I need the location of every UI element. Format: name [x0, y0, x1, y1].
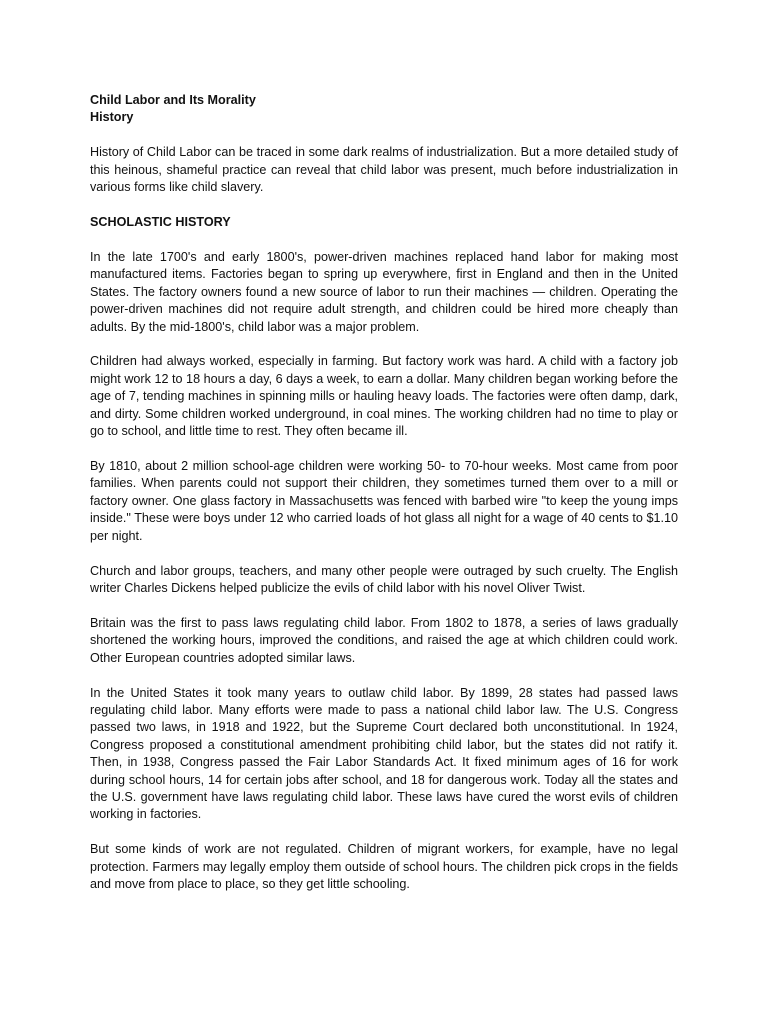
- body-paragraph: Britain was the first to pass laws regulating child labor. From 1802 to 1878, a series of laws gradually shortened the working hours, improved the conditions, and raised the age at which children could work. Other European countries adopted similar laws.: [90, 615, 678, 665]
- document-subtitle: History: [90, 110, 134, 125]
- document-page: [90, 92, 678, 911]
- section-heading: SCHOLASTIC HISTORY: [90, 215, 231, 230]
- body-paragraph: Children had always worked, especially in farming. But factory work was hard. A child with a factory job might work 12 to 18 hours a day, 6 days a week, to earn a dollar. Many children began working before the age of 7, tending machines in spinning mills or hauling heavy loads. The factories were often damp, dark, and dirty. Some children worked underground, in coal mines. The working children had no time to play or go to school, and little time to rest. They often became ill.: [90, 354, 678, 439]
- title-block: [90, 92, 678, 127]
- body-paragraph: But some kinds of work are not regulated. Children of migrant workers, for example, have no legal protection. Farmers may legally employ them outside of school hours. The children pick crops in the fields and move from place to place, so they get little schooling.: [90, 842, 678, 892]
- body-paragraph: By 1810, about 2 million school-age children were working 50- to 70-hour weeks. Most came from poor families. When parents could not support their children, they sometimes turned them over to a mill or factory owner. One glass factory in Massachusetts was fenced with barbed wire "to keep the young imps inside." These were boys under 12 who carried loads of hot glass all night for a wage of 40 cents to $1.10 per night.: [90, 459, 678, 543]
- body-paragraph: In the late 1700's and early 1800's, power-driven machines replaced hand labor for making most manufactured items. Factories began to spring up everywhere, first in England and then in the United States. The factory owners found a new source of labor to run their machines — children. Operating the power-driven machines did not require adult strength, and children could be hired more cheaply than adults. By the mid-1800's, child labor was a major problem.: [90, 249, 678, 334]
- body-paragraph: Church and labor groups, teachers, and many other people were outraged by such cruelty. The English writer Charles Dickens helped publicize the evils of child labor with his novel Oliver Twist.: [90, 563, 678, 595]
- body-paragraph: In the United States it took many years to outlaw child labor. By 1899, 28 states had passed laws regulating child labor. Many efforts were made to pass a national child labor law. The U.S. Congress passed two laws, in 1918 and 1922, but the Supreme Court declared both unconstitutional. In 1924, Congress proposed a constitutional amendment prohibiting child labor, but the states did not ratify it. Then, in 1938, Congress passed the Fair Labor Standards Act. It fixed minimum ages of 16 for work during school hours, 14 for certain jobs after school, and 18 for dangerous work. Today all the states and the U.S. government have laws regulating child labor. These laws have cured the worst evils of children working in factories.: [90, 685, 678, 822]
- intro-paragraph: History of Child Labor can be traced in some dark realms of industrialization. But a more detailed study of this heinous, shameful practice can reveal that child labor was present, much before industrialization in various forms like child slavery.: [90, 145, 678, 195]
- document-title: Child Labor and Its Morality: [90, 93, 256, 107]
